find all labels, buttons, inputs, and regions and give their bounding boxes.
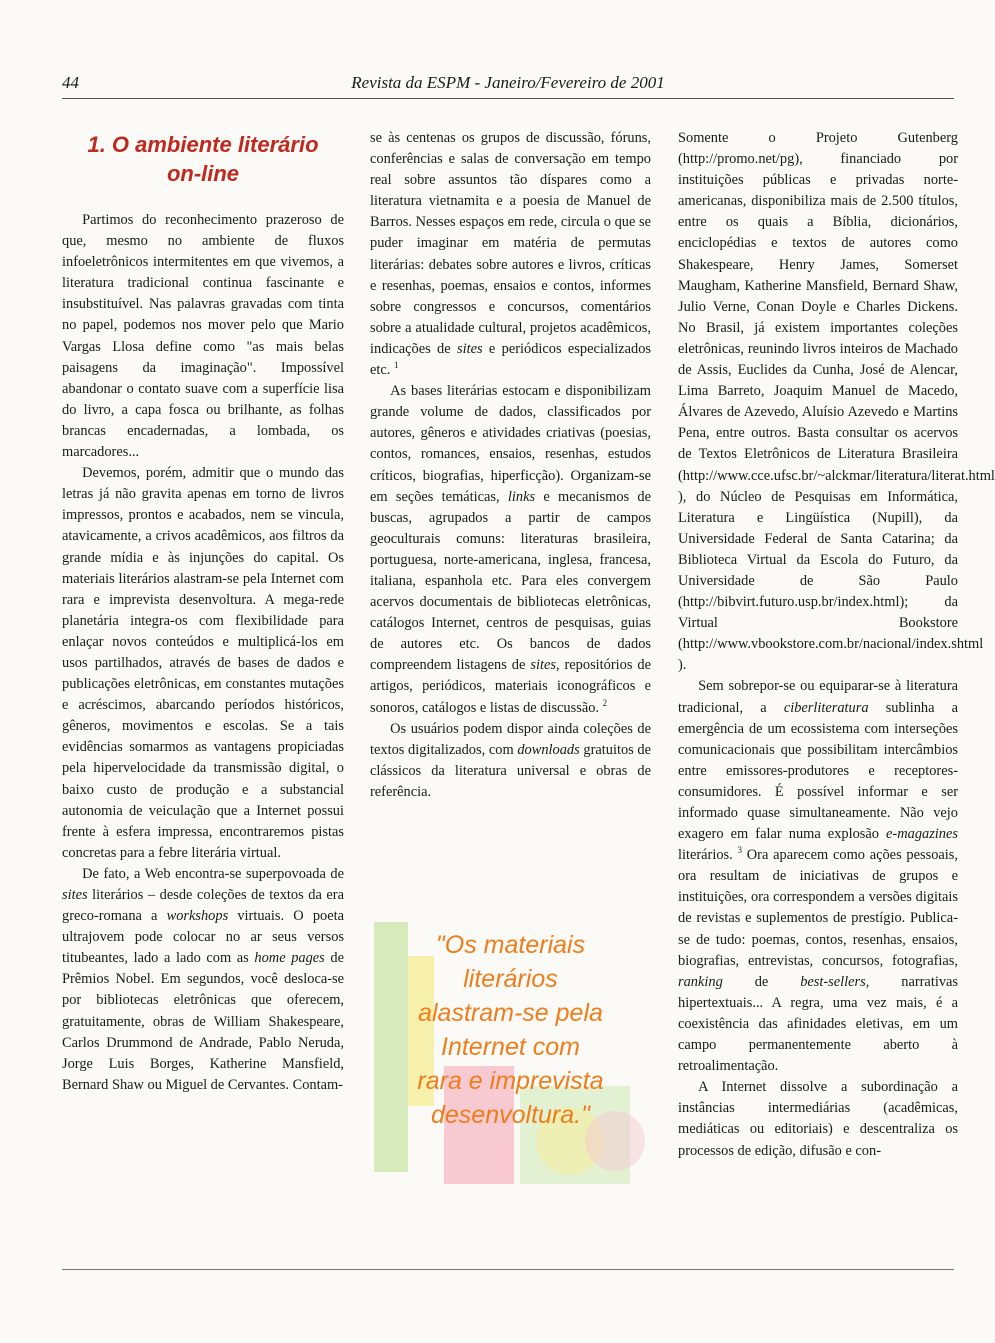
paragraph: Os usuários podem dispor ainda coleções de textos digitalizados, com downloads gratuitos de clássicos da literatura universal e obras de referência. [370, 720, 652, 800]
paragraph: Sem sobrepor-se ou equiparar-se à literatura tradicional, a ciberliteratura sublinha a emergência de um ecossistema com interseções comunicacionais que possibilitam intercâmbios entre emissores-produtores e receptores-consumidores. É possível informar e ser informado quase simultaneamente. Não vejo exagero em falar numa explosão e-magazines literários. $^3$ Ora aparecem como ações pessoais, ora resultam de iniciativas de grupos e instituições, ora correspondem a versões digitais de revistas e suplementos de prestígio. Publica-se de tudo: poemas, contos, resenhas, ensaios, biografias, entrevistas, concursos, fotografias, ranking de best-sellers, narrativas hipertextuais... A regra, uma vez mais, é a coexistência das afinidades eletivas, em um campo permanentemente aberto à retroalimentação. [678, 678, 958, 1075]
running-title: Revista da ESPM - Janeiro/Fevereiro de 2001 [351, 73, 665, 92]
paragraph: Devemos, porém, admitir que o mundo das letras já não gravita apenas em torno de livros impressos, prontos e acabados, nem se vincula, atavicamente, a crivos acadêmicos, aos filtros da grande mídia e às injunções do capital. Os materiais literários alastram-se pela Internet com rara e imprevista desenvoltura. A mega-rede planetária integra-os com flexibilidade para enlaçar novos conteúdos e multiplicá-los em usos partilhados, através de bases de dados e publicações eletrônicas, em constantes mutações e acréscimos, abarcando períodos históricos, gêneros, movimentos e escolas. Se a tais evidências somarmos as vantagens propiciadas pela hipervelocidade da transmissão digital, o baixo custo de produção e a substancial autonomia de veiculação que a Internet possui frente à esfera impressa, encontraremos pistas concretas para a febre literária virtual. [62, 465, 344, 861]
paragraph: Somente o Projeto Gutenberg (http://promo.net/pg), financiado por instituições públicas e privadas norte-americanas, disponibiliza mais de 2.500 títulos, entre os quais a Bíblia, dicionários, enciclopédias e textos de autores como Shakespeare, Henry James, Somerset Maugham, Katherine Mansfield, Bernard Shaw, Julio Verne, Conan Doyle e Charles Dickens. No Brasil, já existem importantes coleções eletrônicas, reunindo livros inteiros de Machado de Assis, Euclides da Cunha, José de Alencar, Lima Barreto, Joaquim Manuel de Macedo, Álvares de Azevedo, Aluísio Azevedo e Martins Pena, entre outros. Basta consultar os acervos de Textos Eletrônicos de Literatura Brasileira (http://www.cce.ufsc.br/~alckmar/literatura/literat.html ), do Núcleo de Pesquisas em Informática, Literatura e Lingüística (Nupill), da Universidade Federal de Santa Catarina; da Biblioteca Virtual da Escola do Futuro, da Universidade de São Paulo (http://bibvirt.futuro.usp.br/index.html); da Virtual Bookstore (http://www.vbookstore.com.br/nacional/index.shtml ). [678, 130, 995, 674]
column-2 [370, 128, 651, 803]
footer-rule [62, 1269, 954, 1270]
italic-term: sites [530, 657, 556, 674]
paragraph: se às centenas os grupos de discussão, fóruns, conferências e salas de conversação em tempo real sobre assuntos tão díspares como a literatura vietnamita e a poesia de Manuel de Barros. Nesses espaços em rede, circula o que se puder imaginar em matéria de permutas literárias: debates sobre autores e livros, críticas e resenhas, poemas, ensaios e contos, informes sobre congressos e concursos, comentários sobre a atualidade cultural, projetos acadêmicos, indicações de sites e periódicos especializados etc. $^1$ [370, 130, 652, 379]
column-1 [62, 128, 344, 1096]
column-3 [678, 128, 995, 1162]
section-title-line-2: on-line [166, 161, 240, 186]
italic-term: links [507, 488, 536, 505]
paragraph: As bases literárias estocam e disponibilizam grande volume de dados, classificados por autores, gêneros e atividades criativas (poesias, contos, romances, ensaios, resenhas, estudos críticos, biografias, hiperficção). Organizam-se em seções temáticas, links e mecanismos de buscas, agrupados a partir de campos geoculturais comuns: literaturas brasileira, portuguesa, norte-americana, inglesa, francesa, italiana, espanhola etc. Para eles convergem acervos documentais de bibliotecas eletrônicas, catálogos Internet, centros de pesquisas, guias de autores etc. Os bancos de dados compreendem listagens de sites, repositórios de artigos, periódicos, materiais iconográficos e sonoros, catálogos e listas de discussão. $^2$ [370, 383, 651, 716]
italic-term: e-magazines [886, 826, 958, 843]
italic-term: workshops [166, 908, 229, 925]
italic-term: sites [62, 887, 88, 903]
paragraph: De fato, a Web encontra-se superpovoada de sites literários – desde coleções de textos da era greco-romana a workshops virtuais. O poeta ultrajovem pode colocar no ar seus versos titubeantes, lado a lado com as home pages de Prêmios Nobel. Em segundos, você desloca-se por bibliotecas eletrônicas que oferecem, gratuitamente, obras de William Shakespeare, Carlos Drummond de Andrade, Pablo Neruda, Jorge Luis Borges, Katherine Mansfield, Bernard Shaw ou Miguel de Cervantes. Contam- [62, 865, 344, 1093]
paragraph: Partimos do reconhecimento prazeroso de que, mesmo no ambiente de fluxos infoeletrônicos intermitentes em que vivemos, a literatura tradicional continua fascinante e insubstituível. Nas palavras gravadas com tinta no papel, podemos nos mover pelo que Mario Vargas Llosa define como "as mais belas paisagens da imaginação". Impossível abandonar o contato suave com a superfície lisa do livro, a capa fosca ou brilhante, as folhas brancas encadernadas, a lombada, os marcadores... [62, 212, 344, 461]
footnote-ref: 3 [737, 845, 743, 856]
pull-quote [370, 916, 651, 1184]
pull-quote-text: "Os materiais literários alastram-se pela Internet com rara e imprevista desenvoltura." [417, 931, 604, 1129]
italic-term: ranking [678, 973, 723, 990]
italic-term: downloads [517, 741, 580, 758]
italic-term: sites [456, 340, 483, 357]
page-header [62, 72, 954, 99]
footnote-ref: 2 [602, 697, 608, 708]
paragraph: A Internet dissolve a subordinação a instâncias intermediárias (acadêmicas, mediáticas ou editoriais) e descentraliza os processos de edição, difusão e con- [678, 1079, 958, 1159]
footnote-ref: 1 [393, 360, 399, 371]
italic-term: ciberliteratura [783, 699, 869, 716]
section-title [62, 130, 344, 188]
italic-term: home pages [254, 950, 325, 967]
italic-term: best-sellers [800, 973, 866, 990]
page-number: 44 [62, 73, 79, 92]
section-title-line-1: 1. O ambiente literário [87, 132, 319, 157]
